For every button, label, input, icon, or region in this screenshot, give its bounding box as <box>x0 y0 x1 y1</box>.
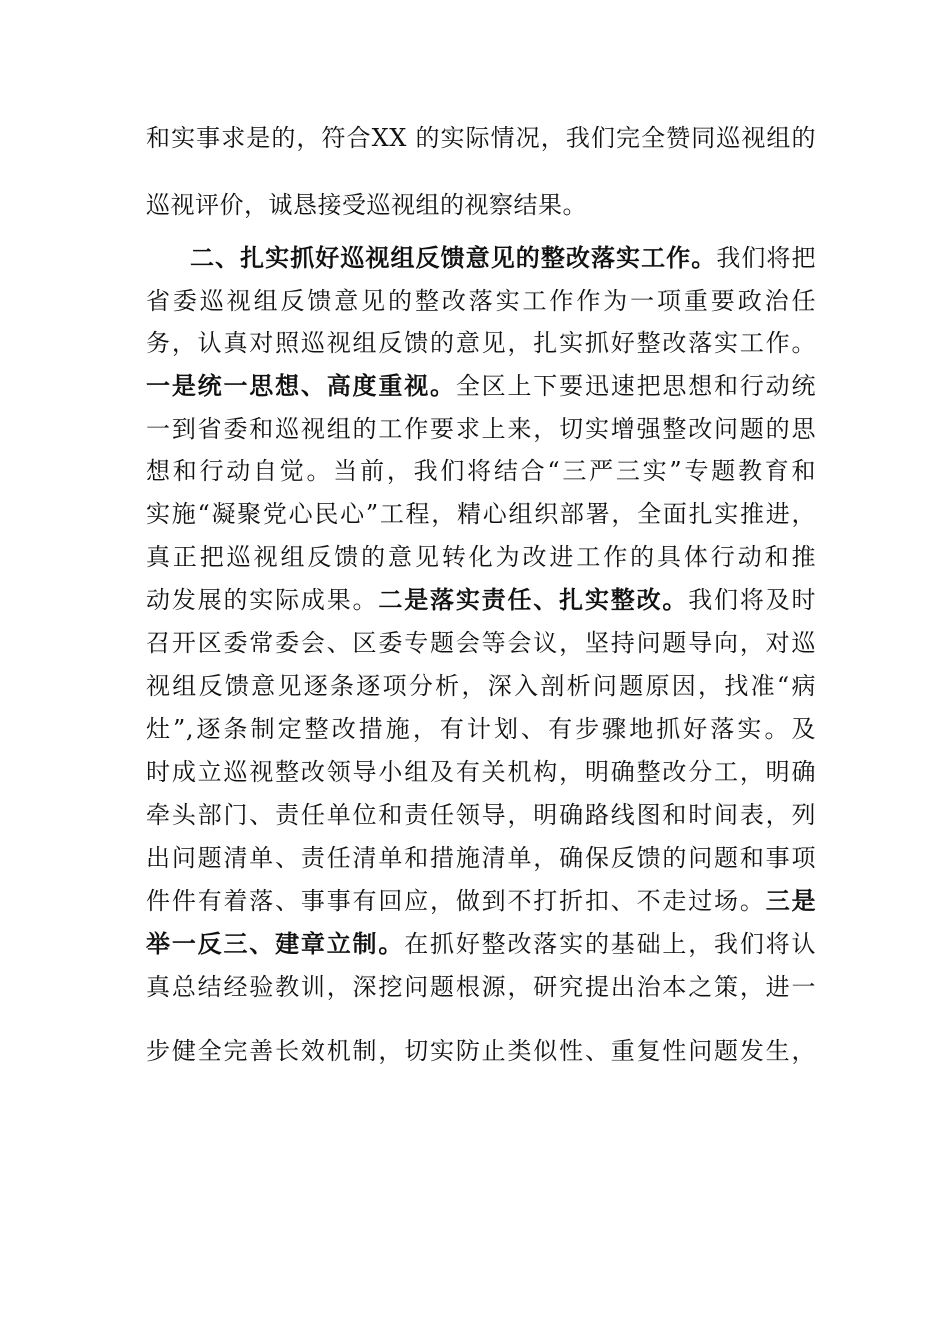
text-line <box>146 714 816 744</box>
text-line <box>146 414 816 444</box>
text-line <box>146 929 816 959</box>
text-segment: 件件有着落、事事有回应，做到不打折扣、不走过场。 <box>146 887 766 915</box>
text-segment: 灶”,逐条制定整改措施，有计划、有步骤地抓好落实。及 <box>146 715 816 743</box>
text-line <box>146 328 816 358</box>
text-line <box>146 585 816 615</box>
text-line <box>146 628 816 658</box>
text-segment: 动发展的实际成果。 <box>146 586 379 614</box>
point-heading: 举一反三、建章立制。 <box>146 929 405 958</box>
text-line <box>146 123 816 153</box>
text-segment: 想和行动自觉。当前，我们将结合“三严三实”专题教育和 <box>146 457 816 485</box>
text-line <box>146 972 816 1002</box>
text-line <box>146 371 816 401</box>
text-segment: 步健全完善长效机制，切实防止类似性、重复性问题发生， <box>146 1037 816 1065</box>
text-line <box>146 190 816 220</box>
text-segment: 真总结经验教训，深挖问题根源，研究提出治本之策，进一 <box>146 973 816 1001</box>
text-line <box>146 886 816 916</box>
text-line <box>146 800 816 830</box>
text-segment: 和实事求是的，符合XX 的实际情况，我们完全赞同巡视组的 <box>146 124 816 152</box>
text-segment: 牵头部门、责任单位和责任领导，明确路线图和时间表，列 <box>146 801 816 829</box>
point-heading: 三是 <box>765 886 817 915</box>
text-line <box>146 542 816 572</box>
text-segment: 在抓好整改落实的基础上，我们将认 <box>404 930 817 958</box>
text-segment: 我们将及时 <box>688 586 817 614</box>
text-segment: 我们将把 <box>716 244 816 272</box>
text-segment: 视组反馈意见逐条逐项分析，深入剖析问题原因，找准“病 <box>146 672 816 700</box>
text-segment: 真正把巡视组反馈的意见转化为改进工作的具体行动和推 <box>146 543 816 571</box>
text-segment: 务，认真对照巡视组反馈的意见，扎实抓好整改落实工作。 <box>146 329 816 357</box>
text-segment: 时成立巡视整改领导小组及有关机构，明确整改分工，明确 <box>146 758 816 786</box>
point-heading: 二是落实责任、扎实整改。 <box>378 585 689 614</box>
text-line <box>146 499 816 529</box>
text-line <box>146 757 816 787</box>
text-line <box>146 456 816 486</box>
text-line <box>146 1036 816 1066</box>
section-heading-line <box>190 243 816 273</box>
section-heading: 二、扎实抓好巡视组反馈意见的整改落实工作。 <box>190 243 717 272</box>
text-segment: 巡视评价，诚恳接受巡视组的视察结果。 <box>146 191 587 219</box>
text-line <box>146 286 816 316</box>
text-segment: 实施“凝聚党心民心”工程，精心组织部署，全面扎实推进， <box>146 500 816 528</box>
text-segment: 一到省委和巡视组的工作要求上来，切实增强整改问题的思 <box>146 415 816 443</box>
point-heading: 一是统一思想、高度重视。 <box>146 371 456 400</box>
text-line <box>146 671 816 701</box>
text-segment: 全区上下要迅速把思想和行动统 <box>455 372 817 400</box>
text-segment: 召开区委常委会、区委专题会等会议，坚持问题导向，对巡 <box>146 629 816 657</box>
text-segment: 出问题清单、责任清单和措施清单，确保反馈的问题和事项 <box>146 844 816 872</box>
text-line <box>146 843 816 873</box>
text-segment: 省委巡视组反馈意见的整改落实工作作为一项重要政治任 <box>146 287 816 315</box>
